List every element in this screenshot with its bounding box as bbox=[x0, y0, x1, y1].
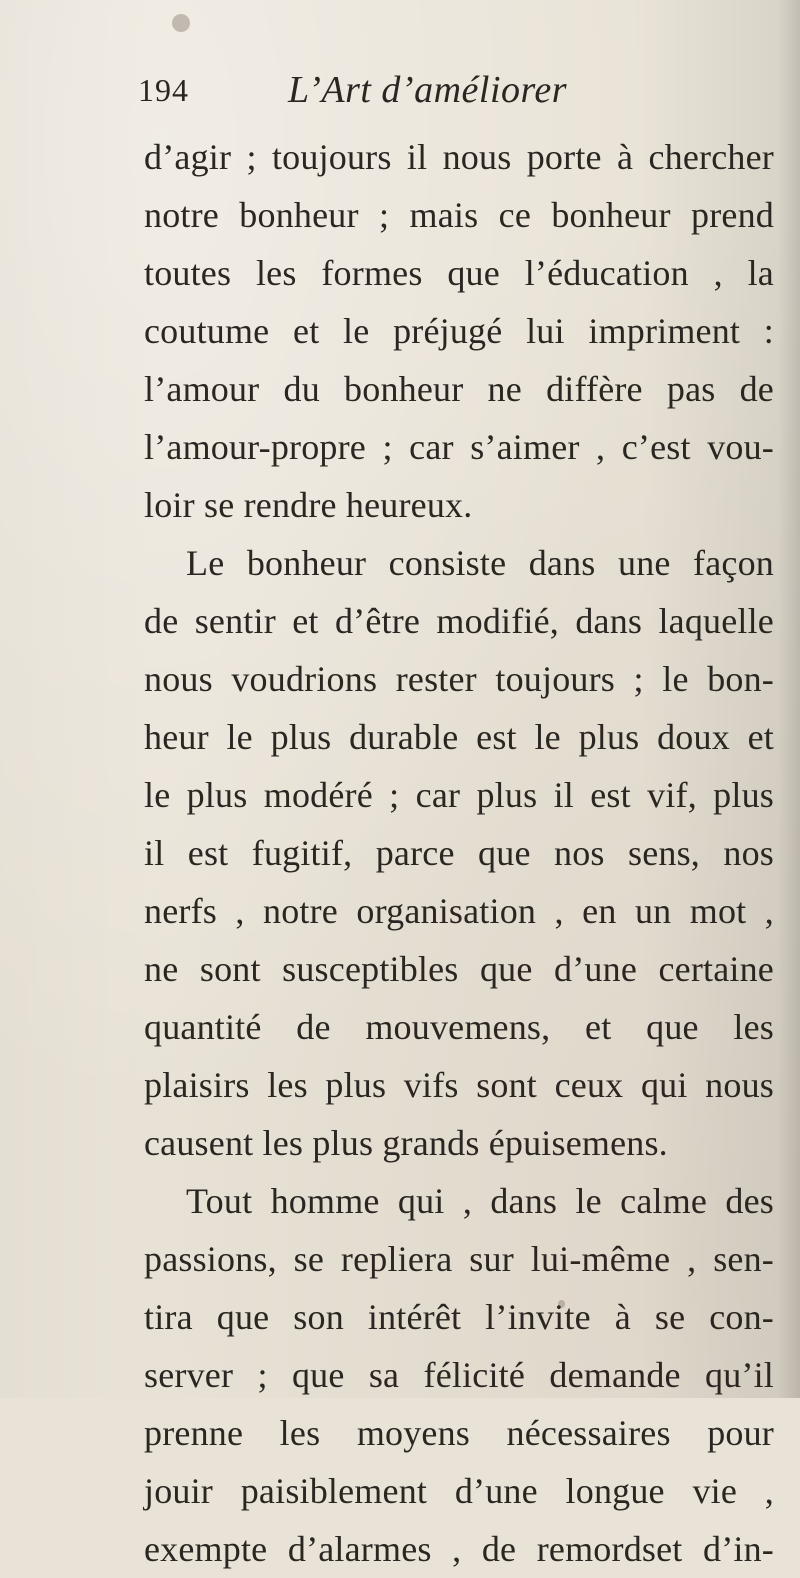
text-line: Tout homme qui , dans le calme des bbox=[186, 1181, 774, 1221]
text-line: prenne les moyens nécessaires pour bbox=[144, 1413, 774, 1453]
page-edge-shadow bbox=[778, 0, 800, 1398]
text-line: heur le plus durable est le plus doux et bbox=[144, 717, 774, 757]
text-line: l’amour du bonheur ne diffère pas de bbox=[144, 369, 774, 409]
text-line: ne sont susceptibles que d’une certaine bbox=[144, 949, 774, 989]
text-line: l’amour-propre ; car s’aimer , c’est vou- bbox=[144, 427, 774, 467]
text-line: Le bonheur consiste dans une façon bbox=[186, 543, 774, 583]
text-line: le plus modéré ; car plus il est vif, plus bbox=[144, 775, 774, 815]
text-line: exempte d’alarmes , de remordset d’in- bbox=[144, 1529, 774, 1569]
text-line: il est fugitif, parce que nos sens, nos bbox=[144, 833, 774, 873]
text-line: causent les plus grands épuisemens. bbox=[144, 1123, 668, 1163]
text-line: passions, se repliera sur lui-même , sen- bbox=[144, 1239, 774, 1279]
text-line: toutes les formes que l’éducation , la bbox=[144, 253, 774, 293]
text-line: d’agir ; toujours il nous porte à chercher bbox=[144, 137, 774, 177]
running-title: L’Art d’améliorer bbox=[288, 69, 568, 111]
text-line: server ; que sa félicité demande qu’il bbox=[144, 1355, 774, 1395]
text-line: coutume et le préjugé lui impriment : bbox=[144, 311, 774, 351]
text-line: jouir paisiblement d’une longue vie , bbox=[144, 1471, 774, 1511]
body-text bbox=[144, 128, 774, 1578]
text-line: de sentir et d’être modifié, dans laquelle bbox=[144, 601, 774, 641]
text-line: quantité de mouvemens, et que les bbox=[144, 1007, 774, 1047]
paper-spot bbox=[172, 14, 190, 32]
text-line: notre bonheur ; mais ce bonheur prend bbox=[144, 195, 774, 235]
text-line: nous voudrions rester toujours ; le bon- bbox=[144, 659, 774, 699]
text-line: loir se rendre heureux. bbox=[144, 485, 473, 525]
page-number: 194 bbox=[138, 72, 189, 108]
text-line: tira que son intérêt l’invite à se con- bbox=[144, 1297, 774, 1337]
text-line: plaisirs les plus vifs sont ceux qui nous bbox=[144, 1065, 774, 1105]
page-header bbox=[138, 62, 778, 122]
text-line: nerfs , notre organisation , en un mot , bbox=[144, 891, 774, 931]
